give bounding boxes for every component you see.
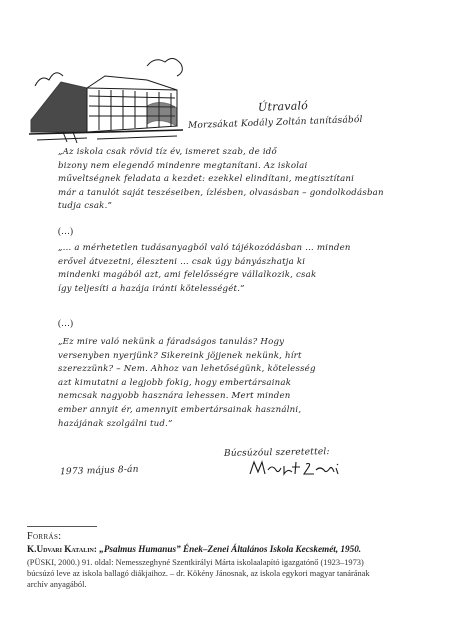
- citation-author: K.Udvari Katalin:: [27, 544, 97, 554]
- omission-marker: (…): [58, 318, 73, 328]
- letter-line: „… a mérhetetlen tudásanyagból való tájékozódásban … minden: [58, 243, 351, 253]
- footnote-citation: [27, 544, 437, 554]
- footnote-body: [27, 557, 432, 590]
- letter-line: ember annyit ér, amennyit embertársainak használni,: [58, 404, 302, 415]
- letter-line: már a tanulót saját teszéseiben, ízlésben, olvasásban – gondolkodásban: [58, 187, 384, 198]
- letter-line: „Ez mire való nekünk a fáradságos tanulás? Hogy: [58, 337, 285, 347]
- omission-marker: (…): [58, 226, 73, 236]
- school-building-sketch: [27, 46, 187, 146]
- letter-line: hazájának szolgálni tud.”: [58, 418, 173, 429]
- letter-line: így teljesíti a hazája iránti kötelességét.”: [58, 283, 245, 294]
- letter-closing: Búcsúzóul szeretettel:: [223, 447, 330, 459]
- footnote-line: búcsúzó leve az iskola ballagó diákjaihoz. – dr. Kökény Jánosnak, az iskola egykori magyar tanárának: [27, 569, 370, 578]
- letter-line: nemcsak nagyobb hasznára lehessen. Mert minden: [58, 391, 291, 402]
- footnote-divider: [27, 526, 97, 527]
- letter-line: bizony nem elegendő mindenre megtanítani. Az iskolai: [58, 160, 308, 171]
- letter-line: „Az iskola csak rövid tíz év, ismeret szab, de idő: [58, 147, 277, 157]
- letter-paragraph-1: [58, 146, 418, 214]
- letter-paragraph-2: [58, 242, 418, 296]
- handwritten-signature: [248, 458, 344, 478]
- letter-line: erővel átvezetni, éleszteni … csak úgy bányászhatja ki: [58, 256, 306, 267]
- letter-title: Útravaló: [257, 99, 309, 114]
- footnote-heading: Forrás:: [27, 531, 62, 542]
- letter-date: 1973 május 8-án: [59, 464, 139, 478]
- letter-paragraph-3: [58, 336, 418, 431]
- letter-line: azt kimutatni a legjobb fokig, hogy embertársainak: [58, 377, 292, 388]
- letter-line: tudja csak.”: [58, 201, 113, 212]
- letter-subtitle: Morzsákat Kodály Zoltán tanításából: [187, 114, 363, 132]
- footnote-line: archív anyagából.: [27, 580, 87, 589]
- footnote-line: (PÜSKI, 2000.) 91. oldal: Nemesszeghyné Szentkirályi Márta iskolaalapító igazgatónő (1923–1973): [27, 558, 364, 567]
- letter-line: versenyben nyerjünk? Sikereink jöjjenek nekünk, hírt: [58, 350, 302, 361]
- citation-work-title: „Psalmus Humanus” Ének–Zenei Általános Iskola Kecskemét, 1950.: [99, 544, 362, 554]
- letter-line: műveltségnek feladata a kezdet: ezekkel elindítani, megtisztítani: [58, 174, 355, 185]
- letter-line: mindenki magából azt, ami felelősségre vállalkozik, csak: [58, 270, 317, 281]
- letter-line: szerezzünk? – Nem. Ahhoz van lehetőségünk, kötelesség: [58, 364, 316, 375]
